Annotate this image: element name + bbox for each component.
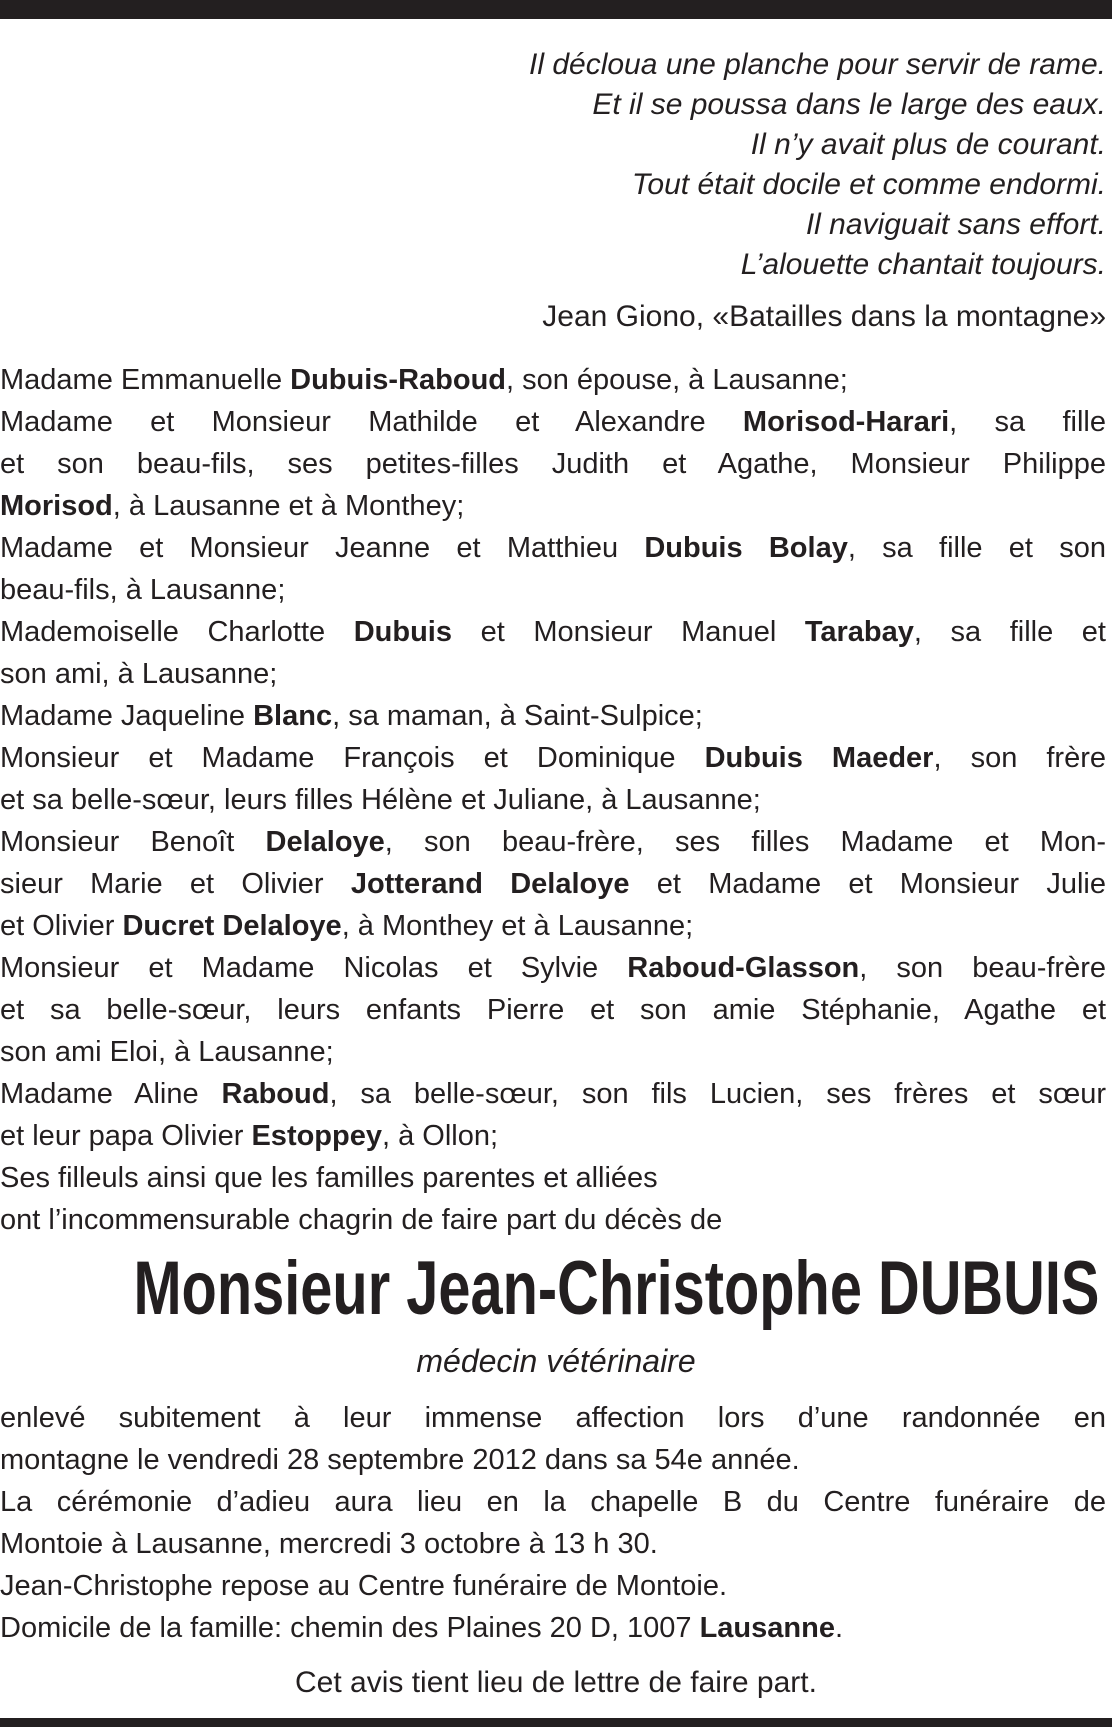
notice-text: , son épouse, à Lausanne; <box>506 364 848 396</box>
notice-text: et son beau-fils, ses petites-filles Judith et Agathe, Monsieur Philippe <box>0 448 1106 480</box>
notice-paragraph <box>0 1073 1106 1157</box>
notice-text: . <box>834 1612 844 1644</box>
notice-line <box>0 1199 1106 1241</box>
top-border-bar <box>0 0 1112 19</box>
poem-quote <box>0 45 1112 285</box>
notice-paragraph <box>0 1397 1106 1481</box>
funeral-details <box>0 1397 1112 1649</box>
family-name-bold: Morisod-Harari <box>742 406 950 438</box>
notice-text: Monsieur Benoît <box>0 826 266 858</box>
notice-line <box>0 443 1106 485</box>
notice-text: beau-fils, à Lausanne; <box>0 574 286 606</box>
notice-text: , à Lausanne et à Monthey; <box>112 490 465 522</box>
notice-paragraph <box>0 359 1106 401</box>
notice-paragraph <box>0 611 1106 695</box>
notice-line <box>0 1439 1106 1481</box>
notice-text: Ses filleuls ainsi que les familles parentes et alliées <box>0 1162 658 1194</box>
notice-text: Madame Emmanuelle <box>0 364 291 396</box>
notice-line <box>0 359 1106 401</box>
poem-attribution: Jean Giono, «Batailles dans la montagne» <box>542 300 1106 333</box>
notice-text: son ami Eloi, à Lausanne; <box>0 1036 334 1068</box>
notice-line <box>0 653 1106 695</box>
notice-line <box>0 989 1106 1031</box>
family-name-bold: Raboud-Glasson <box>627 952 860 984</box>
family-name-bold: Tarabay <box>804 616 914 648</box>
notice-text: Madame et Monsieur Mathilde et Alexandre <box>0 406 743 438</box>
family-name-bold: Raboud <box>221 1078 330 1110</box>
notice-line <box>0 1031 1106 1073</box>
notice-line <box>0 611 1106 653</box>
notice-text: , son beau-frère, ses filles Madame et Mon- <box>384 826 1106 858</box>
notice-text: , à Monthey et à Lausanne; <box>341 910 694 942</box>
notice-text: Jean-Christophe repose au Centre funéraire de Montoie. <box>0 1570 728 1602</box>
family-name-bold: Estoppey <box>251 1120 382 1152</box>
notice-paragraph <box>0 527 1106 611</box>
notice-text: et sa belle-sœur, leurs filles Hélène et Juliane, à Lausanne; <box>0 784 761 816</box>
family-name-bold: Ducret Delaloye <box>122 910 342 942</box>
notice-paragraph <box>0 401 1106 527</box>
family-name-bold: Morisod <box>0 490 113 522</box>
poem-line: L’alouette chantait toujours. <box>740 248 1106 281</box>
notice-text: Madame Aline <box>0 1078 222 1110</box>
notice-paragraph <box>0 1565 1106 1607</box>
notice-line <box>0 401 1106 443</box>
family-name-bold: Dubuis <box>353 616 452 648</box>
notice-line <box>0 863 1106 905</box>
notice-paragraph <box>0 1481 1106 1565</box>
notice-line <box>0 1523 1106 1565</box>
poem-line: Il n’y avait plus de courant. <box>750 128 1106 161</box>
notice-text: enlevé subitement à leur immense affection lors d’une randonnée en <box>0 1402 1106 1434</box>
notice-text: , son beau-frère <box>859 952 1106 984</box>
notice-paragraph <box>0 737 1106 821</box>
notice-text: et leur papa Olivier <box>0 1120 252 1152</box>
notice-text: Mademoiselle Charlotte <box>0 616 354 648</box>
notice-line <box>0 1565 1106 1607</box>
notice-text: Domicile de la famille: chemin des Plaines 20 D, 1007 <box>0 1612 700 1644</box>
family-name-bold: Dubuis-Raboud <box>290 364 506 396</box>
notice-paragraph <box>0 947 1106 1073</box>
notice-line <box>0 1481 1106 1523</box>
poem-line: Il naviguait sans effort. <box>805 208 1106 241</box>
notice-line <box>0 779 1106 821</box>
notice-text: Madame Jaqueline <box>0 700 254 732</box>
poem-line: Il décloua une planche pour servir de rame. <box>528 48 1106 81</box>
notice-text: Madame et Monsieur Jeanne et Matthieu <box>0 532 645 564</box>
notice-paragraph <box>0 1157 1106 1199</box>
notice-text: , sa fille et <box>913 616 1106 648</box>
notice-text: et Madame et Monsieur Julie <box>629 868 1106 900</box>
notice-line <box>0 695 1106 737</box>
notice-paragraph <box>0 1607 1106 1649</box>
family-list <box>0 359 1112 1241</box>
notice-text: La cérémonie d’adieu aura lieu en la chapelle B du Centre funéraire de <box>0 1486 1106 1518</box>
notice-text: , sa belle-sœur, son fils Lucien, ses frères et sœur <box>329 1078 1106 1110</box>
poem-line: Tout était docile et comme endormi. <box>631 168 1106 201</box>
notice-text: et Olivier <box>0 910 123 942</box>
notice-text: Monsieur et Madame Nicolas et Sylvie <box>0 952 628 984</box>
notice-text: , sa maman, à Saint-Sulpice; <box>332 700 703 732</box>
family-name-bold: Dubuis Bolay <box>644 532 848 564</box>
family-name-bold: Blanc <box>253 700 333 732</box>
notice-paragraph <box>0 821 1106 947</box>
closing-line: Cet avis tient lieu de lettre de faire part. <box>295 1666 817 1699</box>
notice-line <box>0 485 1106 527</box>
notice-line <box>0 1073 1106 1115</box>
notice-line <box>0 1397 1106 1439</box>
notice-line <box>0 821 1106 863</box>
family-name-bold: Lausanne <box>699 1612 835 1644</box>
bottom-border-bar <box>0 1718 1112 1727</box>
notice-text: , sa fille <box>949 406 1106 438</box>
notice-text: son ami, à Lausanne; <box>0 658 278 690</box>
poem-line: Et il se poussa dans le large des eaux. <box>592 88 1106 121</box>
notice-line <box>0 737 1106 779</box>
notice-text: , à Ollon; <box>382 1120 499 1152</box>
notice-text: ont l’incommensurable chagrin de faire part du décès de <box>0 1204 723 1236</box>
family-name-bold: Delaloye <box>265 826 385 858</box>
notice-text: sieur Marie et Olivier <box>0 868 351 900</box>
notice-line <box>0 527 1106 569</box>
notice-text: , son frère <box>933 742 1107 774</box>
notice-paragraph <box>0 695 1106 737</box>
notice-line <box>0 905 1106 947</box>
notice-line <box>0 569 1106 611</box>
deceased-profession: médecin vétérinaire <box>416 1343 696 1379</box>
family-name-bold: Jotterand Delaloye <box>350 868 630 900</box>
notice-line <box>0 1157 1106 1199</box>
deceased-name: Monsieur Jean-Christophe DUBUIS <box>133 1246 1100 1331</box>
notice-text: montagne le vendredi 28 septembre 2012 dans sa 54e année. <box>0 1444 800 1476</box>
notice-text: Montoie à Lausanne, mercredi 3 octobre à 13 h 30. <box>0 1528 658 1560</box>
notice-line <box>0 1607 1106 1649</box>
notice-text: , sa fille et son <box>847 532 1106 564</box>
notice-text: et Monsieur Manuel <box>452 616 805 648</box>
notice-line <box>0 947 1106 989</box>
notice-paragraph <box>0 1199 1106 1241</box>
notice-line <box>0 1115 1106 1157</box>
notice-text: Monsieur et Madame François et Dominique <box>0 742 705 774</box>
family-name-bold: Dubuis Maeder <box>704 742 934 774</box>
notice-text: et sa belle-sœur, leurs enfants Pierre et son amie Stéphanie, Agathe et <box>0 994 1106 1026</box>
